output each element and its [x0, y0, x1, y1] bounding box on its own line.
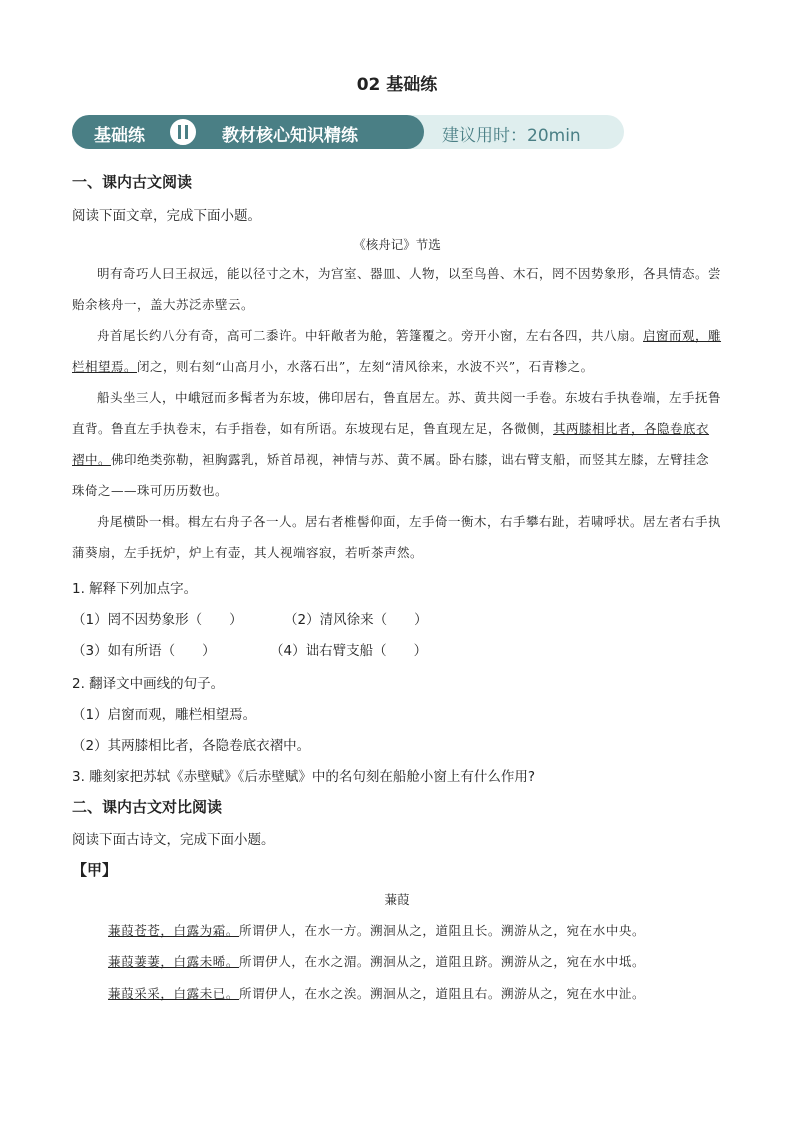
section1-heading: 一、课内古文阅读 — [72, 173, 193, 191]
section2-heading: 二、课内古文对比阅读 — [72, 798, 223, 816]
question-2-item-1: （1）启窗而观，雕栏相望焉。 — [72, 707, 257, 723]
question-1-item-3: （3）如有所语（ ） — [72, 643, 216, 659]
passage-paragraph-3: 船头坐三人，中峨冠而多髯者为东坡，佛印居右，鲁直居左。苏、黄共阅一手卷。东坡右手执卷端，左手抚鲁直背。鲁直左手执卷末，右手指卷，如有所语。东坡现右足，鲁直现左足，各微侧，其两膝相比者，各隐卷底衣褶中。佛印绝类弥勒，袒胸露乳，矫首昂视，神情与苏、黄不属。卧右膝，诎右臂支船，而竖其左膝，左臂挂念珠倚之——珠可历历数也。 — [72, 390, 722, 498]
page-title: 02 基础练 — [356, 75, 438, 95]
banner-left-label: 基础练 — [94, 126, 145, 146]
banner-middle-label: 教材核心知识精练 — [222, 126, 358, 146]
underlined-sentence-2: 其两膝相比者，各隐卷底衣褶中。 — [72, 421, 710, 467]
question-1-item-4: （4）诎右臂支船（ ） — [270, 643, 428, 659]
question-1: 1. 解释下列加点字。 — [72, 581, 198, 597]
section2-instruction: 阅读下面古诗文，完成下面小题。 — [72, 832, 275, 848]
passage-paragraph-4: 舟尾横卧一楫。楫左右舟子各一人。居右者椎髻仰面，左手倚一衡木，右手攀右趾，若啸呼状。居左者右手执蒲葵扇，左手抚炉，炉上有壶，其人视端容寂，若听茶声然。 — [72, 514, 722, 560]
question-1-item-1: （1）罔不因势象形（ ） — [72, 612, 243, 628]
banner-time-label: 建议用时：20min — [442, 126, 581, 146]
section2-label: 【甲】 — [72, 861, 118, 879]
poem-title: 蒹葭 — [384, 892, 410, 907]
question-2-item-2: （2）其两膝相比者，各隐卷底衣褶中。 — [72, 738, 311, 754]
section1-instruction: 阅读下面文章，完成下面小题。 — [72, 208, 261, 224]
question-3: 3. 雕刻家把苏轼《赤壁赋》《后赤壁赋》中的名句刻在船舱小窗上有什么作用? — [72, 769, 536, 785]
section-banner — [72, 115, 624, 149]
passage-paragraph-2: 舟首尾长约八分有奇，高可二黍许。中轩敞者为舱，箬篷覆之。旁开小窗，左右各四，共八扇。启窗而观，雕栏相望焉。闭之，则右刻“山高月小，水落石出”，左刻“清风徐来，水波不兴”，石青糁之。 — [72, 328, 722, 374]
poem-stanza-3: 蒹葭采采，白露未已。所谓伊人，在水之涘。溯洄从之，道阻且右。溯游从之，宛在水中沚。 — [108, 986, 646, 1001]
question-1-item-2: （2）清风徐来（ ） — [284, 612, 428, 628]
book-icon — [168, 117, 198, 147]
question-2: 2. 翻译文中画线的句子。 — [72, 676, 225, 692]
underlined-sentence-1: 启窗而观，雕栏相望焉。 — [72, 328, 722, 374]
poem-stanza-2: 蒹葭萋萋，白露未晞。所谓伊人，在水之湄。溯洄从之，道阻且跻。溯游从之，宛在水中坻。 — [108, 954, 646, 969]
poem-stanza-1: 蒹葭苍苍，白露为霜。所谓伊人，在水一方。溯洄从之，道阻且长。溯游从之，宛在水中央。 — [108, 923, 646, 938]
passage-title: 《核舟记》节选 — [353, 237, 441, 252]
passage-paragraph-1: 明有奇巧人曰王叔远，能以径寸之木，为宫室、器皿、人物，以至鸟兽、木石，罔不因势象形，各具情态。尝贻余核舟一，盖大苏泛赤壁云。 — [72, 266, 722, 312]
